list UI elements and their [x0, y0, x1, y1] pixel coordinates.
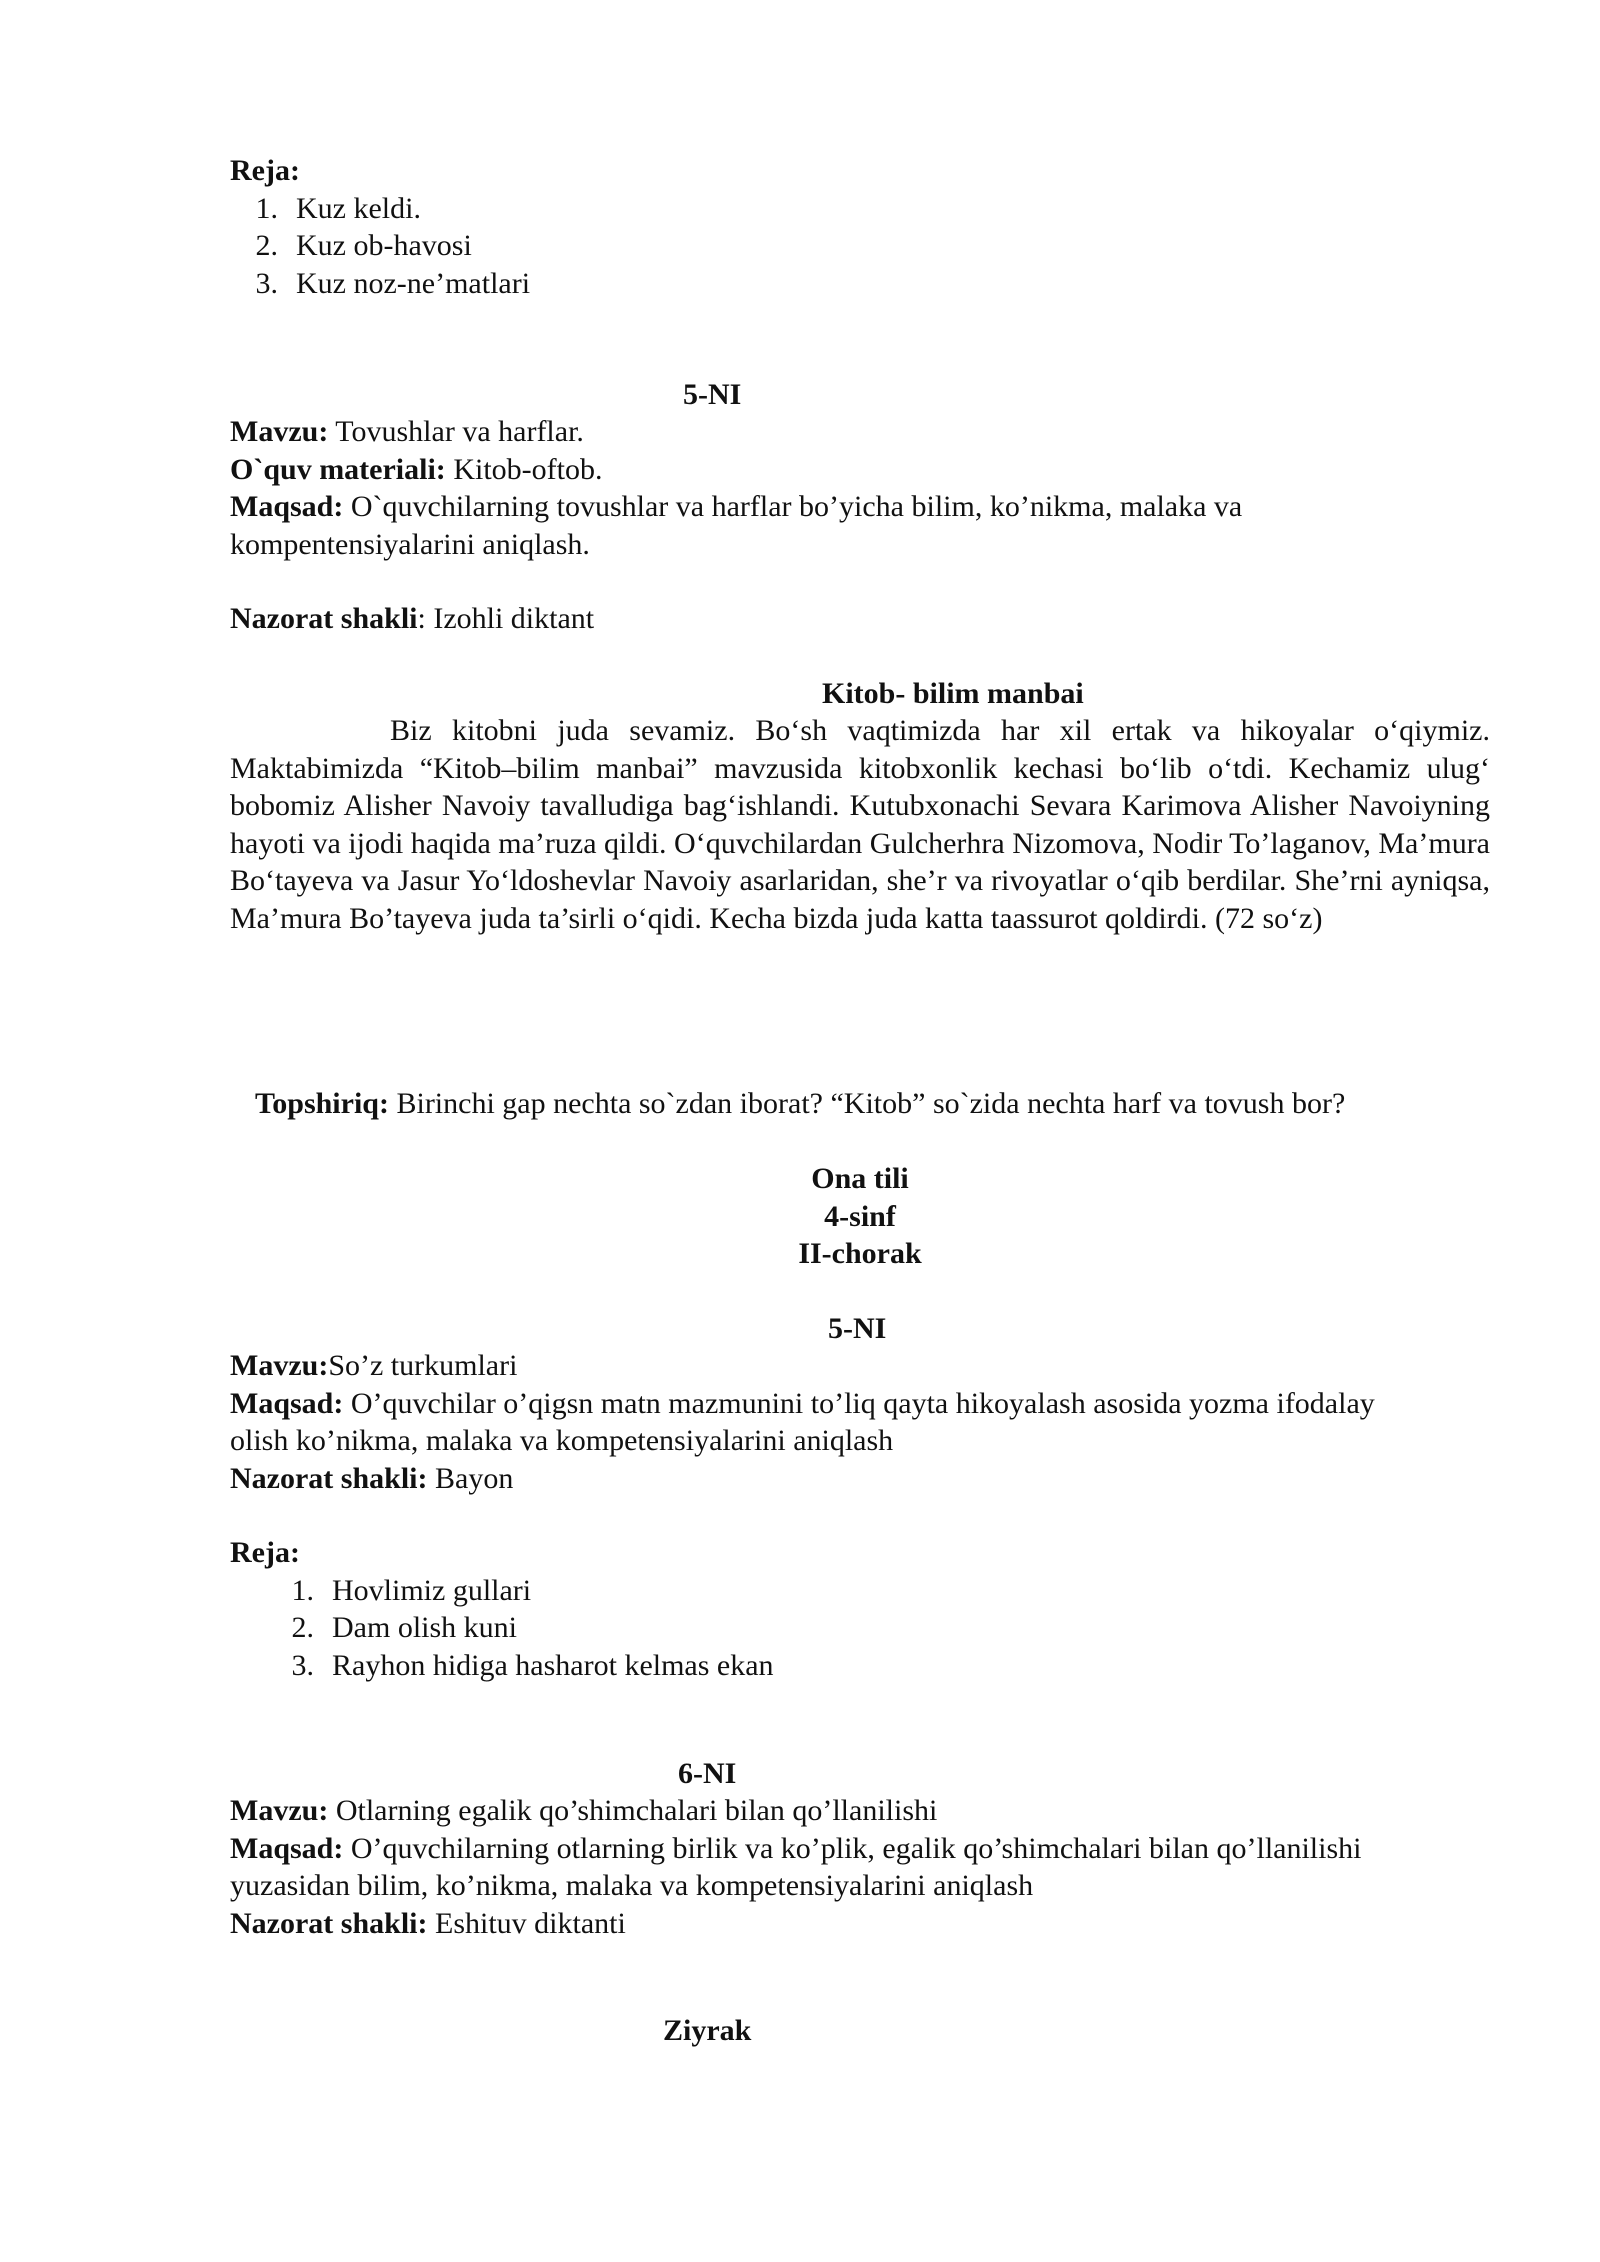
reja-list-1 — [230, 190, 1490, 303]
list-item: 1. Kuz keldi. — [255, 191, 421, 225]
section-heading: 5-NI — [683, 378, 742, 411]
list-item: 1. Hovlimiz gullari — [291, 1573, 532, 1607]
mavzu-line: Mavzu: Tovushlar va harflar. — [230, 415, 584, 448]
list-item: 2. Dam olish kuni — [291, 1611, 517, 1644]
topshiriq-line: Topshiriq: Birinchi gap nechta so`zdan iborat? “Kitob” so`zida nechta harf va tovush bor? — [255, 1087, 1346, 1120]
document-header — [0, 1160, 1600, 1273]
reja-section-2 — [230, 1534, 1490, 1684]
text-title: Ziyrak — [663, 2014, 752, 2047]
reja-label: Reja: — [230, 1536, 300, 1569]
reja-list-2 — [266, 1572, 1490, 1685]
subject-title: Ona tili — [811, 1162, 909, 1195]
section-heading: 5-NI — [828, 1312, 887, 1345]
list-item: 3. Rayhon hidiga hasharot kelmas ekan — [291, 1648, 774, 1682]
section-3-meta — [230, 1347, 1490, 1497]
nazorat-line: Nazorat shakli: Bayon — [230, 1461, 514, 1495]
mavzu-line: Mavzu: Otlarning egalik qo’shimchalari bilan qo’llanilishi — [230, 1794, 938, 1827]
maqsad-line-cont: yuzasidan bilim, ko’nikma, malaka va kompetensiyalarini aniqlash — [230, 1869, 1034, 1902]
quarter-title: II-chorak — [798, 1237, 922, 1270]
maqsad-line: Maqsad: O’quvchilar o’qigsn matn mazmunini to’liq qayta hikoyalash asosida yozma ifodalay — [230, 1386, 1375, 1420]
maqsad-line-cont: olish ko’nikma, malaka va kompetensiyalarini aniqlash — [230, 1424, 894, 1457]
dictation-text: Biz kitobni juda sevamiz. Bo‘sh vaqtimizda har xil ertak va hikoyalar o‘qiymiz. Maktabimizda “Kitob–bilim manbai” mavzusida kitobxonlik kechasi bo‘lib o‘tdi. Kechamiz ulug‘ bobomiz Alisher Navoiy tavalludiga bag‘ishlandi. Kutubxonachi Sevara Karimova Alisher Navoiyning hayoti va ijodi haqida ma’ruza qildi. O‘quvchilardan Gulcherhra Nizomova, Nodir To’laganov, Ma’mura Bo‘tayeva va Jasur Yo‘ldoshevlar Navoiy asarlaridan, she’r va rivoyatlar o‘qib berdilar. She’rni ayniqsa, Ma’mura Bo’tayeva juda ta’sirli o‘qidi. Kecha bizda juda katta taassurot qoldirdi. (72 so‘z) — [230, 714, 1490, 935]
reja-label: Reja: — [230, 154, 300, 187]
maqsad-line-cont: kompentensiyalarini aniqlash. — [230, 527, 590, 561]
maqsad-line: Maqsad: O’quvchilarning otlarning birlik va ko’plik, egalik qo’shimchalari bilan qo’llanilishi — [230, 1831, 1362, 1865]
section-2-meta — [230, 413, 1490, 563]
grade-title: 4-sinf — [824, 1199, 896, 1233]
reja-section-1 — [230, 152, 1490, 302]
section-heading: 6-NI — [678, 1757, 737, 1790]
material-line: O`quv materiali: Kitob-oftob. — [230, 452, 603, 486]
list-item: 3. Kuz noz-ne’matlari — [255, 266, 531, 300]
mavzu-line: Mavzu:So’z turkumlari — [230, 1349, 518, 1382]
maqsad-line: Maqsad: O`quvchilarning tovushlar va harflar bo’yicha bilim, ko’nikma, malaka va — [230, 490, 1243, 523]
text-title: Kitob- bilim manbai — [822, 677, 1084, 710]
nazorat-line: Nazorat shakli: Eshituv diktanti — [230, 1906, 626, 1940]
section-4-meta — [230, 1792, 1490, 1942]
nazorat-line: Nazorat shakli: Izohli diktant — [230, 602, 595, 635]
list-item: 2. Kuz ob-havosi — [255, 229, 472, 262]
